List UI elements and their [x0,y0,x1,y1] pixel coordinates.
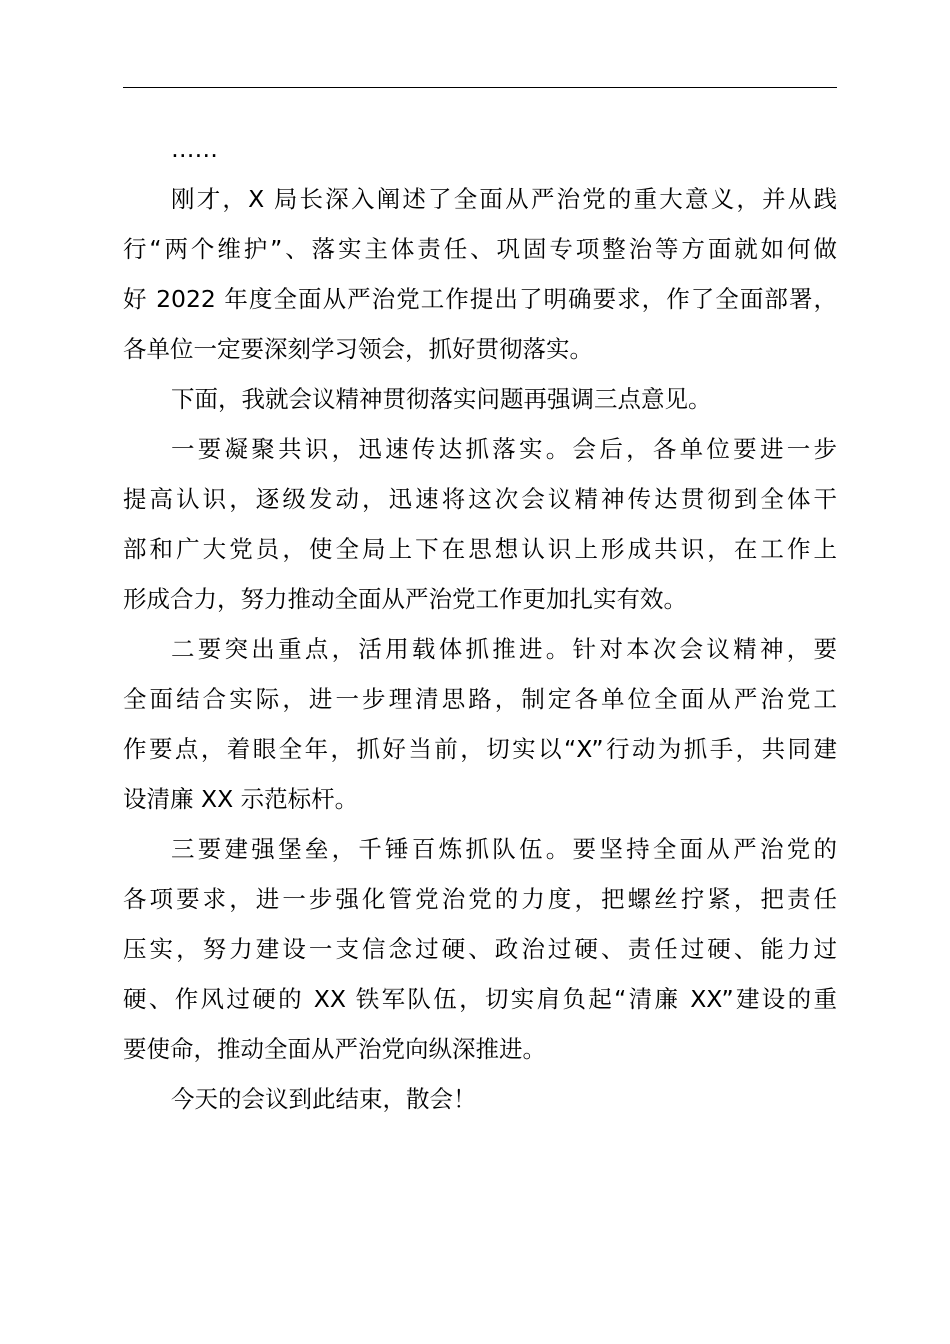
paragraph-5-line-3: 压实，努力建设一支信念过硬、政治过硬、责任过硬、能力过 [123,935,837,963]
paragraph-2-line-1: 下面，我就会议精神贯彻落实问题再强调三点意见。 [171,385,712,413]
paragraph-5-line-5: 要使命，推动全面从严治党向纵深推进。 [123,1035,546,1063]
paragraph-4-line-4: 设清廉 XX 示范标杆。 [123,785,359,813]
header-rule [123,87,837,88]
paragraph-5-line-2: 各项要求，进一步强化管党治党的力度，把螺丝拧紧，把责任 [123,885,837,913]
paragraph-5-line-4: 硬、作风过硬的 XX 铁军队伍，切实肩负起“清廉 XX”建设的重 [123,985,837,1013]
paragraph-3-line-3: 部和广大党员，使全局上下在思想认识上形成共识，在工作上 [123,535,837,563]
closing-line: 今天的会议到此结束，散会！ [171,1085,477,1113]
paragraph-3-line-2: 提高认识，逐级发动，迅速将这次会议精神传达贯彻到全体干 [123,485,837,513]
paragraph-1-line-4: 各单位一定要深刻学习领会，抓好贯彻落实。 [123,335,593,363]
paragraph-1-line-1: 刚才，X 局长深入阐述了全面从严治党的重大意义，并从践 [171,185,837,213]
ellipsis-line: …… [171,135,218,163]
paragraph-3-line-4: 形成合力，努力推动全面从严治党工作更加扎实有效。 [123,585,687,613]
paragraph-3-line-1: 一要凝聚共识，迅速传达抓落实。会后，各单位要进一步 [171,435,837,463]
paragraph-1-line-2: 行“两个维护”、落实主体责任、巩固专项整治等方面就如何做 [123,235,837,263]
paragraph-4-line-1: 二要突出重点，活用载体抓推进。针对本次会议精神，要 [171,635,837,663]
paragraph-4-line-3: 作要点，着眼全年，抓好当前，切实以“X”行动为抓手，共同建 [123,735,837,763]
paragraph-1-line-3: 好 2022 年度全面从严治党工作提出了明确要求，作了全面部署， [123,285,837,313]
paragraph-5-line-1: 三要建强堡垒，千锤百炼抓队伍。要坚持全面从严治党的 [171,835,837,863]
paragraph-4-line-2: 全面结合实际，进一步理清思路，制定各单位全面从严治党工 [123,685,837,713]
document-body [123,124,837,1124]
